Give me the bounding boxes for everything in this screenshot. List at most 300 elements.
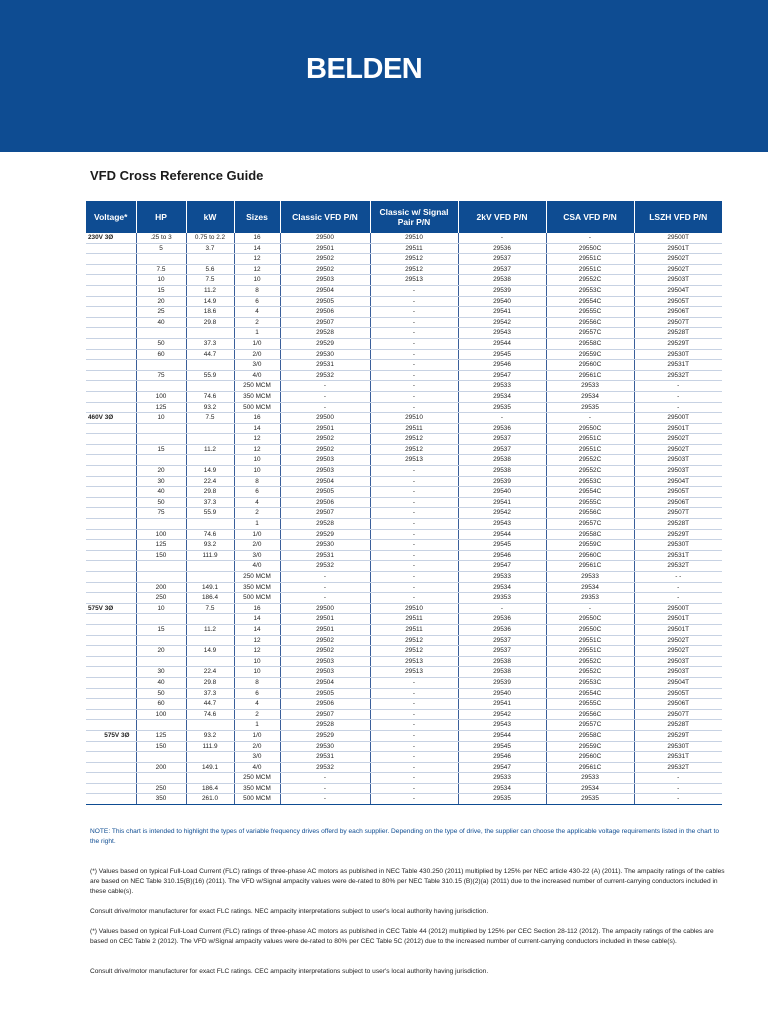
table-cell: 29559C — [546, 540, 634, 551]
table-cell: 29506 — [280, 699, 370, 710]
table-cell: 29558C — [546, 338, 634, 349]
table-cell: 3/0 — [234, 360, 280, 371]
table-cell: 11.2 — [186, 444, 234, 455]
table-cell: - — [280, 794, 370, 805]
table-cell: 29507 — [280, 709, 370, 720]
table-row — [86, 476, 722, 487]
table-cell — [136, 773, 186, 784]
table-cell: - — [370, 338, 458, 349]
voltage-cell — [86, 402, 136, 413]
table-cell — [186, 773, 234, 784]
table-cell — [136, 635, 186, 646]
table-cell: 29506T — [634, 307, 722, 318]
table-cell: 29550C — [546, 624, 634, 635]
voltage-cell: 230V 3Ø — [86, 233, 136, 243]
table-cell: 2/0 — [234, 349, 280, 360]
table-cell: 29512 — [370, 264, 458, 275]
table-cell — [136, 254, 186, 265]
table-cell: 10 — [234, 667, 280, 678]
table-cell: 10 — [234, 656, 280, 667]
table-cell: 29534 — [546, 582, 634, 593]
table-cell: 7.5 — [186, 603, 234, 614]
table-row — [86, 444, 722, 455]
table-cell: 29501T — [634, 243, 722, 254]
voltage-cell — [86, 328, 136, 339]
voltage-cell — [86, 699, 136, 710]
table-row — [86, 667, 722, 678]
voltage-cell — [86, 285, 136, 296]
table-cell — [136, 519, 186, 530]
table-row — [86, 349, 722, 360]
voltage-cell — [86, 497, 136, 508]
table-cell: 29501T — [634, 423, 722, 434]
table-cell: 29532T — [634, 370, 722, 381]
table-cell: 7.5 — [186, 275, 234, 286]
table-row — [86, 646, 722, 657]
voltage-cell — [86, 508, 136, 519]
table-cell: 500 MCM — [234, 794, 280, 805]
table-cell: - — [546, 233, 634, 243]
table-cell — [186, 635, 234, 646]
table-cell — [186, 381, 234, 392]
table-cell: 20 — [136, 466, 186, 477]
table-cell: 15 — [136, 444, 186, 455]
voltage-cell — [86, 635, 136, 646]
table-cell: 29507T — [634, 317, 722, 328]
table-cell: - — [370, 677, 458, 688]
table-cell: 50 — [136, 338, 186, 349]
table-cell — [136, 423, 186, 434]
table-cell: 29502T — [634, 264, 722, 275]
table-cell — [136, 720, 186, 731]
table-cell: - — [370, 688, 458, 699]
voltage-cell — [86, 752, 136, 763]
table-cell: 29529T — [634, 529, 722, 540]
table-cell: 60 — [136, 699, 186, 710]
table-row — [86, 519, 722, 530]
table-cell: 10 — [234, 275, 280, 286]
table-cell: 10 — [234, 455, 280, 466]
column-header: CSA VFD P/N — [546, 201, 634, 233]
table-cell: 29506T — [634, 699, 722, 710]
table-cell: 29513 — [370, 667, 458, 678]
table-cell: 37.3 — [186, 688, 234, 699]
table-cell — [186, 434, 234, 445]
table-cell — [136, 328, 186, 339]
table-cell: 29504 — [280, 476, 370, 487]
table-row — [86, 720, 722, 731]
table-cell: 29560C — [546, 752, 634, 763]
voltage-cell — [86, 762, 136, 773]
table-cell: 29511 — [370, 423, 458, 434]
table-cell: 14.9 — [186, 296, 234, 307]
table-cell: 10 — [136, 275, 186, 286]
table-cell: 14 — [234, 624, 280, 635]
table-cell: 29504 — [280, 677, 370, 688]
table-cell: 350 — [136, 794, 186, 805]
table-cell: 29.8 — [186, 317, 234, 328]
table-cell: - — [370, 497, 458, 508]
table-cell: 29503T — [634, 455, 722, 466]
table-cell: 250 — [136, 593, 186, 604]
table-cell: 29507 — [280, 317, 370, 328]
table-cell: 29502 — [280, 646, 370, 657]
table-cell: 12 — [234, 434, 280, 445]
table-row — [86, 794, 722, 805]
table-cell: 20 — [136, 296, 186, 307]
nec-values-note: (*) Values based on typical Full-Load Current (FLC) ratings of three-phase AC motors as published in NEC Table 430.250 (2011) multiplied by 125% per NEC article 430-22 (A) (2011). The ampacity ratings of the cables are based on NEC Table 310.15(B)(16) (2011). The VFD w/Signal ampacity values were de-rated to 80% per NEC Table 310.15 (B)(2)(a) (2011) due to the increased number of current-carrying conductors included in these cable(s). — [90, 868, 725, 895]
table-cell — [136, 614, 186, 625]
table-cell: 29552C — [546, 466, 634, 477]
table-cell: 50 — [136, 688, 186, 699]
table-cell: 29507T — [634, 508, 722, 519]
table-cell: 29353 — [458, 593, 546, 604]
table-cell: 16 — [234, 233, 280, 243]
table-cell: 0.75 to 2.2 — [186, 233, 234, 243]
table-cell: 29559C — [546, 741, 634, 752]
cec-consult-note: Consult drive/motor manufacturer for exact FLC ratings. CEC ampacity interpretations subject to user's local authority having jurisdiction. — [90, 968, 489, 975]
voltage-cell — [86, 370, 136, 381]
table-cell: 16 — [234, 603, 280, 614]
table-cell: 29510 — [370, 233, 458, 243]
table-cell: 29531T — [634, 550, 722, 561]
table-cell: 29557C — [546, 328, 634, 339]
table-cell: 29551C — [546, 254, 634, 265]
voltage-cell — [86, 519, 136, 530]
table-row — [86, 285, 722, 296]
voltage-cell — [86, 709, 136, 720]
table-row — [86, 370, 722, 381]
table-cell: - — [370, 582, 458, 593]
table-cell: 29502T — [634, 434, 722, 445]
table-cell: 29501 — [280, 614, 370, 625]
table-cell: 29536 — [458, 614, 546, 625]
table-cell: 29511 — [370, 624, 458, 635]
table-cell: 29502 — [280, 434, 370, 445]
column-header: LSZH VFD P/N — [634, 201, 722, 233]
table-cell: 29507T — [634, 709, 722, 720]
table-cell: 29503T — [634, 656, 722, 667]
table-cell: 29546 — [458, 550, 546, 561]
table-cell: 29535 — [458, 402, 546, 413]
column-header: Classic w/ Signal Pair P/N — [370, 201, 458, 233]
table-cell: 10 — [136, 413, 186, 424]
table-cell: 10 — [234, 466, 280, 477]
table-cell: 5 — [136, 243, 186, 254]
table-cell: 29503 — [280, 455, 370, 466]
table-cell: - — [634, 381, 722, 392]
table-cell: 75 — [136, 508, 186, 519]
table-cell: 40 — [136, 487, 186, 498]
table-cell: - — [370, 593, 458, 604]
table-cell: 125 — [136, 402, 186, 413]
table-cell — [136, 561, 186, 572]
table-cell: 29561C — [546, 561, 634, 572]
table-row — [86, 730, 722, 741]
table-cell: 29511 — [370, 614, 458, 625]
table-cell: 100 — [136, 529, 186, 540]
table-cell: 29540 — [458, 296, 546, 307]
table-cell: 29552C — [546, 455, 634, 466]
table-cell: - — [370, 349, 458, 360]
table-cell: 186.4 — [186, 783, 234, 794]
table-cell: 29534 — [546, 783, 634, 794]
table-cell: 1/0 — [234, 338, 280, 349]
table-cell: 29545 — [458, 741, 546, 752]
column-header: kW — [186, 201, 234, 233]
table-cell: 29534 — [458, 783, 546, 794]
table-cell: 29546 — [458, 752, 546, 763]
table-row — [86, 540, 722, 551]
table-cell: 29530T — [634, 741, 722, 752]
table-cell: - — [370, 381, 458, 392]
table-row — [86, 254, 722, 265]
table-cell: - — [370, 720, 458, 731]
table-header-row — [86, 201, 722, 233]
table-cell: 16 — [234, 413, 280, 424]
table-cell: 29559C — [546, 349, 634, 360]
table-row — [86, 360, 722, 371]
table-cell — [186, 614, 234, 625]
table-cell: 8 — [234, 285, 280, 296]
table-cell: 75 — [136, 370, 186, 381]
table-cell: 29531T — [634, 360, 722, 371]
table-cell: - — [546, 603, 634, 614]
table-cell: 150 — [136, 550, 186, 561]
table-cell: - — [634, 582, 722, 593]
table-cell: 29502T — [634, 635, 722, 646]
table-cell: 44.7 — [186, 699, 234, 710]
table-cell: 29528T — [634, 328, 722, 339]
table-cell: 29502T — [634, 444, 722, 455]
table-cell — [136, 434, 186, 445]
table-cell — [186, 423, 234, 434]
table-cell: - — [370, 519, 458, 530]
voltage-cell — [86, 307, 136, 318]
table-cell: 29550C — [546, 423, 634, 434]
table-cell: - — [370, 762, 458, 773]
table-row — [86, 487, 722, 498]
table-row — [86, 264, 722, 275]
table-cell: 29501 — [280, 243, 370, 254]
table-cell: 29547 — [458, 370, 546, 381]
table-cell: 29561C — [546, 370, 634, 381]
voltage-cell — [86, 677, 136, 688]
table-cell: 44.7 — [186, 349, 234, 360]
table-cell: 50 — [136, 497, 186, 508]
voltage-cell — [86, 656, 136, 667]
voltage-cell — [86, 529, 136, 540]
voltage-cell — [86, 275, 136, 286]
table-cell: 29556C — [546, 508, 634, 519]
table-cell: 29545 — [458, 349, 546, 360]
table-row — [86, 561, 722, 572]
table-cell: 93.2 — [186, 540, 234, 551]
table-cell: 29502T — [634, 254, 722, 265]
voltage-cell — [86, 550, 136, 561]
voltage-cell — [86, 720, 136, 731]
table-cell: 29540 — [458, 487, 546, 498]
voltage-cell — [86, 296, 136, 307]
table-cell: - — [634, 773, 722, 784]
table-cell: 29539 — [458, 677, 546, 688]
table-row — [86, 656, 722, 667]
table-cell: 29512 — [370, 254, 458, 265]
table-cell: - — [370, 307, 458, 318]
table-cell: 29501 — [280, 423, 370, 434]
table-cell: 29353 — [546, 593, 634, 604]
voltage-cell — [86, 317, 136, 328]
table-cell: 29531 — [280, 752, 370, 763]
table-cell: 29502T — [634, 646, 722, 657]
cross-reference-table — [86, 201, 722, 805]
table-cell: 29528 — [280, 328, 370, 339]
column-header: HP — [136, 201, 186, 233]
table-row — [86, 455, 722, 466]
table-cell: 29545 — [458, 540, 546, 551]
table-cell: 29528T — [634, 519, 722, 530]
table-cell: - — [634, 391, 722, 402]
table-row — [86, 233, 722, 243]
table-row — [86, 307, 722, 318]
table-cell: 29501T — [634, 624, 722, 635]
table-cell: 125 — [136, 730, 186, 741]
table-cell: 55.9 — [186, 508, 234, 519]
column-header: Voltage* — [86, 201, 136, 233]
voltage-cell — [86, 349, 136, 360]
table-cell: 74.6 — [186, 529, 234, 540]
table-cell: - — [370, 296, 458, 307]
table-cell: 29538 — [458, 466, 546, 477]
table-cell: 29554C — [546, 487, 634, 498]
table-cell: 29504T — [634, 285, 722, 296]
table-cell: 20 — [136, 646, 186, 657]
voltage-cell — [86, 540, 136, 551]
voltage-cell: 575V 3Ø — [86, 730, 136, 741]
table-cell: 29534 — [458, 582, 546, 593]
table-cell: 29528 — [280, 519, 370, 530]
table-cell: 74.6 — [186, 391, 234, 402]
table-cell: 29556C — [546, 709, 634, 720]
table-cell: 29505T — [634, 487, 722, 498]
table-cell: - — [370, 741, 458, 752]
table-cell: 29540 — [458, 688, 546, 699]
table-cell: 5.6 — [186, 264, 234, 275]
table-cell: 29532 — [280, 370, 370, 381]
table-row — [86, 550, 722, 561]
table-cell: 29536 — [458, 624, 546, 635]
table-cell: 29551C — [546, 264, 634, 275]
table-cell: - — [634, 783, 722, 794]
table-cell: 29502 — [280, 444, 370, 455]
table-cell: 29530 — [280, 741, 370, 752]
table-cell: - — [634, 402, 722, 413]
table-cell: 29552C — [546, 656, 634, 667]
table-row — [86, 677, 722, 688]
table-cell: - — [370, 529, 458, 540]
table-cell: 200 — [136, 762, 186, 773]
table-row — [86, 709, 722, 720]
table-cell — [186, 519, 234, 530]
table-cell: 37.3 — [186, 497, 234, 508]
table-cell: 29555C — [546, 699, 634, 710]
table-cell: 29512 — [370, 635, 458, 646]
table-cell: 29503 — [280, 275, 370, 286]
table-cell: 29537 — [458, 264, 546, 275]
table-cell: 125 — [136, 540, 186, 551]
table-cell: 30 — [136, 667, 186, 678]
table-cell: 29532T — [634, 762, 722, 773]
table-cell: 29553C — [546, 677, 634, 688]
table-cell: 1 — [234, 328, 280, 339]
table-cell: 2 — [234, 709, 280, 720]
table-cell: 14 — [234, 614, 280, 625]
voltage-cell — [86, 794, 136, 805]
table-cell: 29538 — [458, 275, 546, 286]
table-cell: 29550C — [546, 614, 634, 625]
table-cell — [136, 360, 186, 371]
table-row — [86, 296, 722, 307]
table-cell: 29535 — [546, 794, 634, 805]
table-cell: 350 MCM — [234, 582, 280, 593]
table-cell: 14 — [234, 423, 280, 434]
table-cell: 29533 — [546, 773, 634, 784]
table-cell: - — [370, 328, 458, 339]
table-row — [86, 529, 722, 540]
voltage-cell — [86, 360, 136, 371]
table-cell: 29541 — [458, 699, 546, 710]
table-cell — [186, 656, 234, 667]
table-cell: 29556C — [546, 317, 634, 328]
table-cell: 15 — [136, 624, 186, 635]
table-cell: 250 MCM — [234, 773, 280, 784]
table-cell: 29503 — [280, 656, 370, 667]
table-cell: 29536 — [458, 243, 546, 254]
table-row — [86, 413, 722, 424]
table-cell: 29530T — [634, 349, 722, 360]
table-row — [86, 614, 722, 625]
table-cell — [186, 752, 234, 763]
table-cell: 29553C — [546, 285, 634, 296]
table-cell: 111.9 — [186, 741, 234, 752]
table-cell: - — [370, 773, 458, 784]
table-cell: 29528 — [280, 720, 370, 731]
table-cell: 29538 — [458, 455, 546, 466]
voltage-cell — [86, 423, 136, 434]
table-cell: 261.0 — [186, 794, 234, 805]
table-cell: 12 — [234, 264, 280, 275]
voltage-cell — [86, 264, 136, 275]
table-cell: 29531T — [634, 752, 722, 763]
table-cell: - — [370, 699, 458, 710]
table-cell: 149.1 — [186, 582, 234, 593]
table-row — [86, 593, 722, 604]
table-cell: 4 — [234, 699, 280, 710]
table-cell: 29505 — [280, 688, 370, 699]
table-cell: 1/0 — [234, 730, 280, 741]
table-row — [86, 317, 722, 328]
table-cell: 29513 — [370, 275, 458, 286]
table-cell: 29557C — [546, 519, 634, 530]
table-cell: 93.2 — [186, 402, 234, 413]
table-cell: 6 — [234, 487, 280, 498]
table-cell: 29533 — [458, 773, 546, 784]
table-row — [86, 423, 722, 434]
table-cell: 186.4 — [186, 593, 234, 604]
table-cell: - — [280, 773, 370, 784]
table-cell: 29539 — [458, 476, 546, 487]
table-cell: 7.5 — [186, 413, 234, 424]
